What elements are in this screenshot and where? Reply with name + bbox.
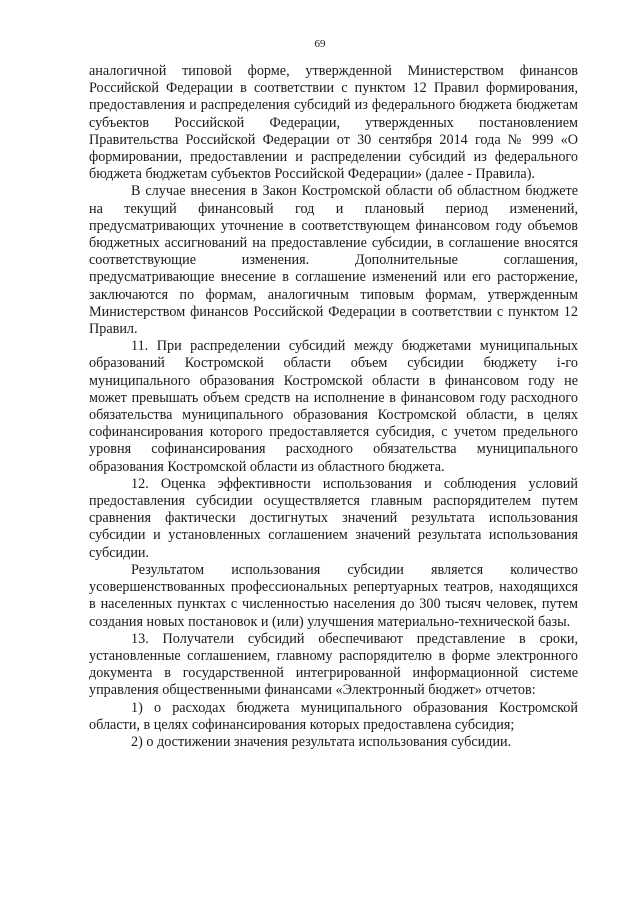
paragraph-intro-continuation: аналогичной типовой форме, утвержденной Министерством финансов Российской Федерации в соответствии с пунктом 12 Правил формирования, предоставления и распределения субсидий из федерального бюджета бюджетам субъектов Российской Федерации, утвержденных постановлением Правительства Российской Федерации от 30 сентября 2014 года № 999 «О формировании, предоставлении и распределении субсидий из федерального бюджета бюджетам субъектов Российской Федерации» (далее - Правила). <box>89 63 578 183</box>
paragraph-item-13: 13. Получатели субсидий обеспечивают представление в сроки, установленные соглашением, главному распорядителю в форме электронного документа в государственной интегрированной информационной системе управления общественными финансами «Электронный бюджет» отчетов: <box>89 630 578 699</box>
list-item-report-2: 2) о достижении значения результата использования субсидии. <box>131 733 512 750</box>
page-number: 69 <box>314 38 326 50</box>
list-item-report-1: 1) о расходах бюджета муниципального образования Костромской области, в целях софинансирования которых предоставлена субсидия; <box>89 699 578 733</box>
paragraph-item-11: 11. При распределении субсидий между бюджетами муниципальных образований Костромской области объем субсидии бюджету i-го муниципального образования Костромской области в финансовом году не может превышать объем средств на исполнение в финансовом году расходного обязательства муниципального образования Костромской области, в целях софинансирования которого предоставляется субсидия, с учетом предельного уровня софинансирования расходного обязательства муниципального образования Костромской области из областного бюджета. <box>89 338 578 475</box>
paragraph-result-definition: Результатом использования субсидии является количество усовершенствованных профессиональных репертуарных театров, находящихся в населенных пунктах с численностью населения до 300 тысяч человек, путем создания новых постановок и (или) улучшения материально-технической базы. <box>89 561 578 630</box>
paragraph-item-12: 12. Оценка эффективности использования и соблюдения условий предоставления субсидии осуществляется главным распорядителем путем сравнения фактически достигнутых значений результата использования субсидии и установленных соглашением значений результата использования субсидии. <box>89 475 578 561</box>
document-body <box>89 63 578 751</box>
paragraph-amendments: В случае внесения в Закон Костромской области об областном бюджете на текущий финансовый год и плановый период изменений, предусматривающих уточнение в соответствующем финансовом году объемов бюджетных ассигнований на предоставление субсидии, в соглашение вносятся соответствующие изменения. Дополнительные соглашения, предусматривающие внесение в соглашение изменений или его расторжение, заключаются по формам, аналогичным типовым формам, утвержденным Министерством финансов Российской Федерации в соответствии с пунктом 12 Правил. <box>89 183 578 338</box>
